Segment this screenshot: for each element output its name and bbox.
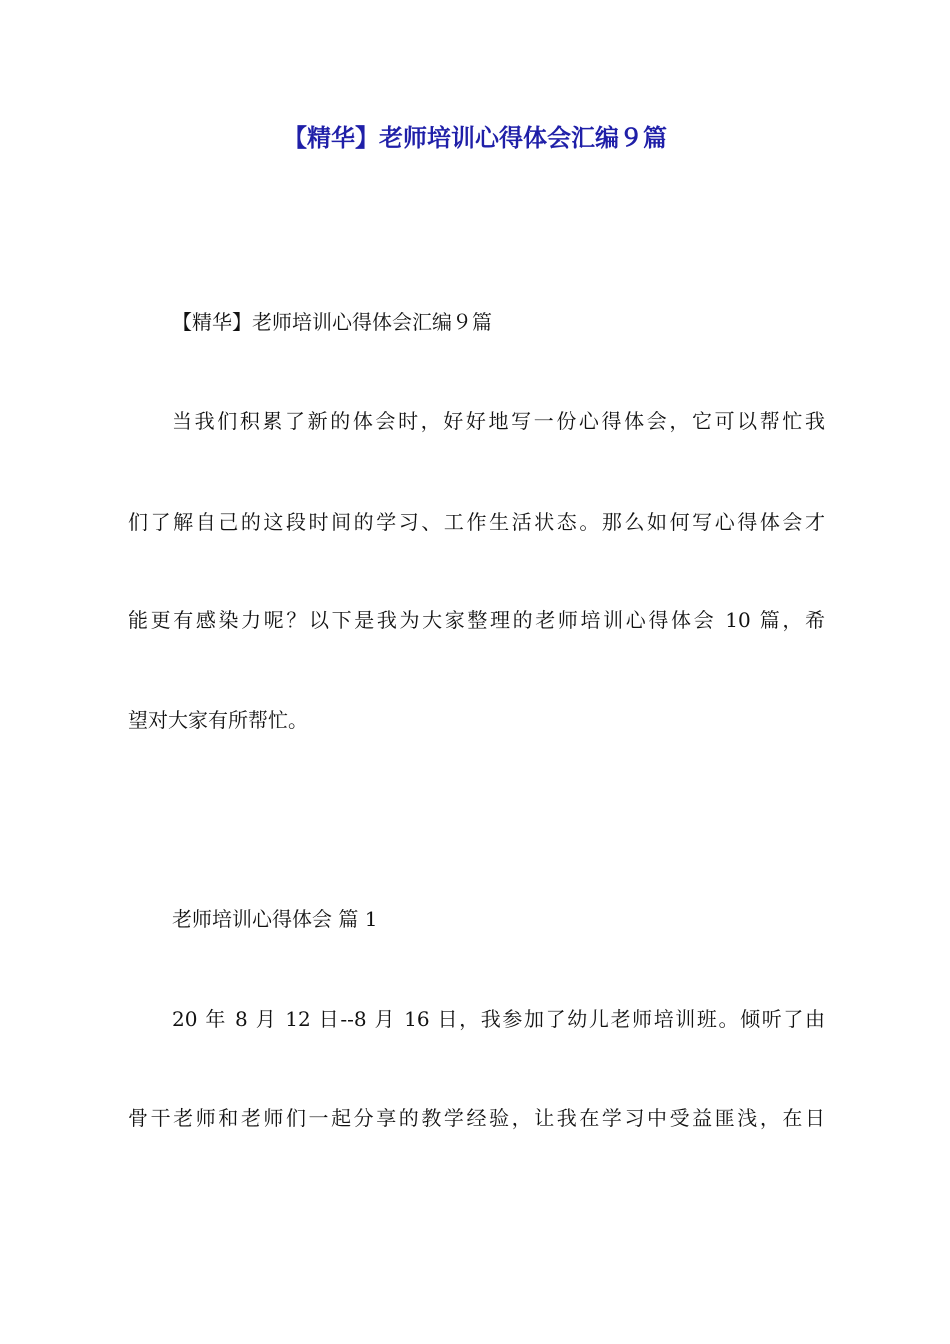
intro-line-3: 能更有感染力呢？以下是我为大家整理的老师培训心得体会 10 篇，希	[128, 608, 825, 632]
intro-line-1: 当我们积累了新的体会时，好好地写一份心得体会，它可以帮忙我	[172, 409, 825, 433]
section-line-1: 20 年 8 月 12 日--8 月 16 日，我参加了幼儿老师培训班。倾听了由	[172, 1007, 825, 1031]
section-line-2: 骨干老师和老师们一起分享的教学经验，让我在学习中受益匪浅，在日	[128, 1106, 825, 1130]
subtitle-line: 【精华】老师培训心得体会汇编９篇	[172, 310, 492, 334]
section-heading: 老师培训心得体会 篇 1	[172, 907, 378, 931]
intro-line-2: 们了解自己的这段时间的学习、工作生活状态。那么如何写心得体会才	[128, 510, 825, 534]
intro-line-4: 望对大家有所帮忙。	[128, 708, 308, 732]
document-title: 【精华】老师培训心得体会汇编９篇	[283, 124, 667, 152]
